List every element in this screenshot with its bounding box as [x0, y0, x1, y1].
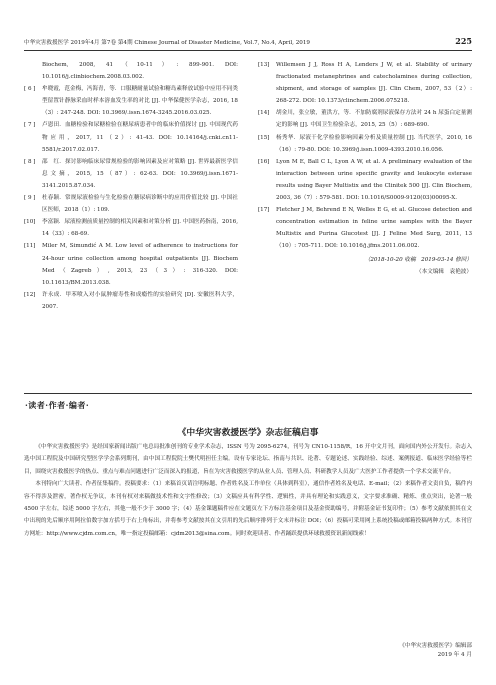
header-rule — [24, 50, 472, 51]
running-header — [24, 38, 472, 50]
reference-item: [15] 杨秀华．尿液干化学检验影响因素分析及质量控制 [J]. 当代医学，2010, 16（16）: 79-80. DOI: 10.3969/j.issn.1009-4393.2010.16.056. — [258, 134, 472, 153]
reference-item: [17] Fletcher J M, Behrend E N, Welles E G, et al. Glucose detection and concentration estimation in feline urine samples with the Bayer Multistix and Purina Glucotest [J]. J Feline Med Surg, 2011, 13（10）: 705-711. DOI: 10.1016/j.jfms.2011.06.002. — [258, 207, 472, 250]
reference-item: [ 6 ] 牟晓霞，范金梅，冯海青，等．口服糖耐量试验和糖岛素释放试验中应用不同类型留置针静脉采血时样本溶血发生率的对比 [J]. 中华保健医学杂志，2016, 18（3）: 247-248. DOI: 10.3969/.issn.1674-3245.2016.03.025. — [24, 86, 238, 117]
section-rule — [24, 393, 472, 394]
reference-item: [14] 胡金川，张立敏，董洪方，等．不加防腐剂尿液保存方法对 24 h 尿蛋白定量测定的影响 [J]. 中国卫生检验杂志，2015, 25（5）: 689-690. — [258, 110, 472, 129]
signature-journal: 《中华灾害救援医学》编辑部 — [399, 643, 472, 649]
reference-item: [16] Lyon M E, Ball C L, Lyon A W, et al. A preliminary evaluation of the interaction between urine specific gravity and leukocyte esterase results using Bayer Multistix and the Clinitek 500 [J]. Clin Biochem, 2003, 36（7）: 579-581. DOI: 10.1016/S0009-9120(03)00095-X. — [258, 158, 472, 202]
notice-body — [24, 441, 472, 540]
reference-item: [ 8 ] 邵 红．探讨影响临床尿常规检验的影响因素及应对策略 [J]. 世界最新医学信息文摘，2015, 15（87）: 62-63. DOI: 10.3969/j.issn.1671-3141.2015.87.034. — [24, 158, 238, 189]
reference-item: [ 9 ] 杜春颖．常规尿液检验与生化检验在糖尿病诊断中的应用价值比较 [J]. 中国社区医师，2018（1）: 109. — [24, 195, 238, 214]
reference-item: [ 7 ] 卢恩田．血糖检验和尿糖检验在糖尿病患者中的临床价值探讨 [J]. 中国现代药物应用，2017, 11（2）: 41-43. DOI: 10.14164/j.cnki.cn11-5581/r.2017.02.017. — [24, 122, 238, 153]
reference-item: [11] Miler M, Simundić A M. Low level of adherence to instructions for 24-hour urine collection among hospital outpatients [J]. Biochem Med（Zagreb）, 2013, 23（3）: 316-320. DOI: 10.11613/BM.2013.038. — [24, 243, 238, 286]
reference-item: [12] 许永成．甲苯喷入对小鼠肿瘤寿性和成瘾性的实验研究 [D]. 安徽医科大学，2007. — [24, 291, 238, 310]
references-left-column — [24, 59, 238, 313]
notice-paragraph: 本刊特向广大读者、作者征集稿件。投稿要求：（1）来稿首页请注明标题、作者姓名及工作单位（具体到科室），通信作者姓名及电话、E-mail；（2）来稿作者文责自负，稿件内容不得涉及泄密，著作权无争议，本刊有权对来稿做技术性和文字性修改；（3）文稿应具有科学性、逻辑性，并具有理论和实践意义，文字要求准确、精炼、重点突出，论著一般 4500 字左右，综述 5000 字左右，其他一般不少于 3000 字；（4）基金课题稿件应在文题页左下方标注基金项目及基金资助编号，并附基金证书复印件；（5）参考文献依照其在文中出现的先后顺序用阿拉伯数字加方括号于右上角标出，并将参考文献按其在文引用的先后顺序排列于文末并标注 DOI；（6）投稿可采用网上系统投稿或邮箱投稿两种方式。本刊官方网址：http://www.cjdm.com.cn，唯一指定投稿邮箱：cjdm2013@sina.com。同时欢迎读者、作者踊跃提供环球救援资讯新闻线索！ — [24, 481, 472, 537]
page-number: 225 — [455, 36, 472, 46]
section-tag: ·读者·作者·编者· — [25, 400, 90, 410]
notice-paragraph: 《中华灾害救援医学》是经国家新闻出版广电总局批准创刊的专业学术杂志，ISSN 号为 2095-6274，刊号为 CN10-1158/R，16 开中文月刊，面向国内外公开发行。杂志入选中国工程院及中国研究型医学学会系列期刊，由中国工程院院士樊代明担任主编。设有专家论坛、指南与共识、论著、专题论述、实践经验、综述、案例报道、临床医学经验等栏目，围绕灾害救援医学的热点、重点与难点问题进行广泛而深入的报道，旨在为灾害救援医学的从业人员、管理人员、科研教学人员及广大医护工作者提供一个学术交流平台。 — [24, 444, 472, 475]
reference-item: [13] Willemsen J J, Ross H A, Lenders J W, et al. Stability of urinary fractionated metanephrines and catecholamines during collection, shipment, and storage of samples [J]. Clin Chem, 2007, 53（2）: 268-272. DOI: 10.1373/clinchem.2006.075218. — [258, 62, 472, 105]
notice-signature — [399, 642, 472, 660]
journal-info: 中华灾害救援医学 2019年4月 第7卷 第4期 Chinese Journal of Disaster Medicine, Vol.7, No.4, April, 2019 — [24, 40, 310, 46]
signature-date: 2019 年 4 月 — [437, 652, 472, 658]
references-right-column — [258, 59, 472, 278]
notice-title: 《中华灾害救援医学》杂志征稿启事 — [177, 428, 319, 438]
reference-item: Biochem, 2008, 41（10-11）: 899-901. DOI: 10.1016/j.clinbiochem.2008.03.002. — [42, 62, 238, 81]
editor-credit: （本文编辑 袁艳波） — [416, 268, 472, 275]
reference-item: [10] 李富颖．尿液检测前质量控制的相关因素和对策分析 [J]. 中国医药指南，2016, 14（33）: 68-69. — [24, 219, 238, 238]
received-revised-dates: （2018-10-20 收稿 2019-03-14 修回） — [364, 256, 472, 263]
